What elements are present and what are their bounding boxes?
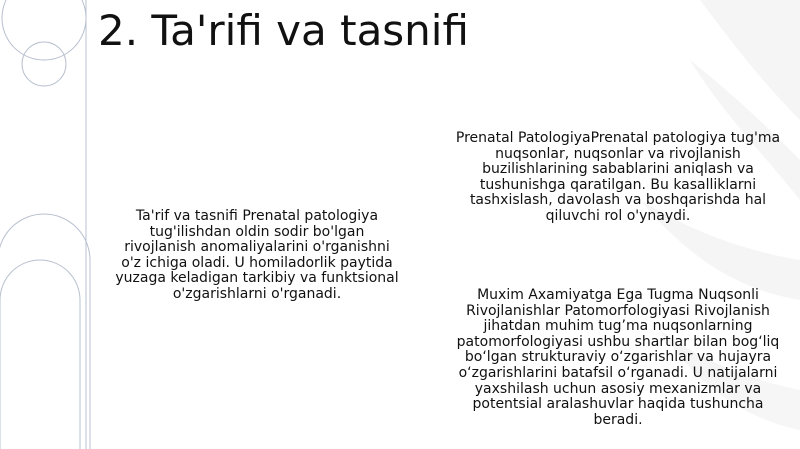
decor-arch-outer [0, 214, 90, 449]
decor-circle-small [22, 42, 66, 86]
slide-title: 2. Ta'rifi va tasnifi [98, 6, 469, 55]
definition-text: Ta'rif va tasnifi Prenatal patologiya tug'ilishdan oldin sodir bo'lgan rivojlanish anomaliyalarini o'rganishni o'z ichiga oladi. U homiladorlik paytida yuzaga keladigan tarkibiy va funktsional o'zgarishlarni o'rganadi. [115, 208, 399, 302]
decor-arch-inner [0, 260, 80, 449]
congenital-defects-text: Muxim Axamiyatga Ega Tugma Nuqsonli Rivojlanishlar Patomorfologiyasi Rivojlanish jihatdan muhim tug’ma nuqsonlarning patomorfologiyasi ushbu shartlar bilan bog‘liq bo‘lgan strukturaviy o‘zgarishlar va hujayra o‘zgarishlarini batafsil o‘rganadi. U natijalarni yaxshilash uchun asosiy mexanizmlar va potentsial aralashuvlar haqida tushuncha beradi. [456, 287, 780, 428]
prenatal-pathology-text: Prenatal PatologiyaPrenatal patologiya tug'ma nuqsonlar, nuqsonlar va rivojlanish buzilishlarining sabablarini aniqlash va tushunishga qaratilgan. Bu kasalliklarni tashxislash, davolash va boshqarishda hal qiluvchi rol o'ynaydi. [455, 130, 781, 224]
decor-circle-large [2, 0, 86, 60]
